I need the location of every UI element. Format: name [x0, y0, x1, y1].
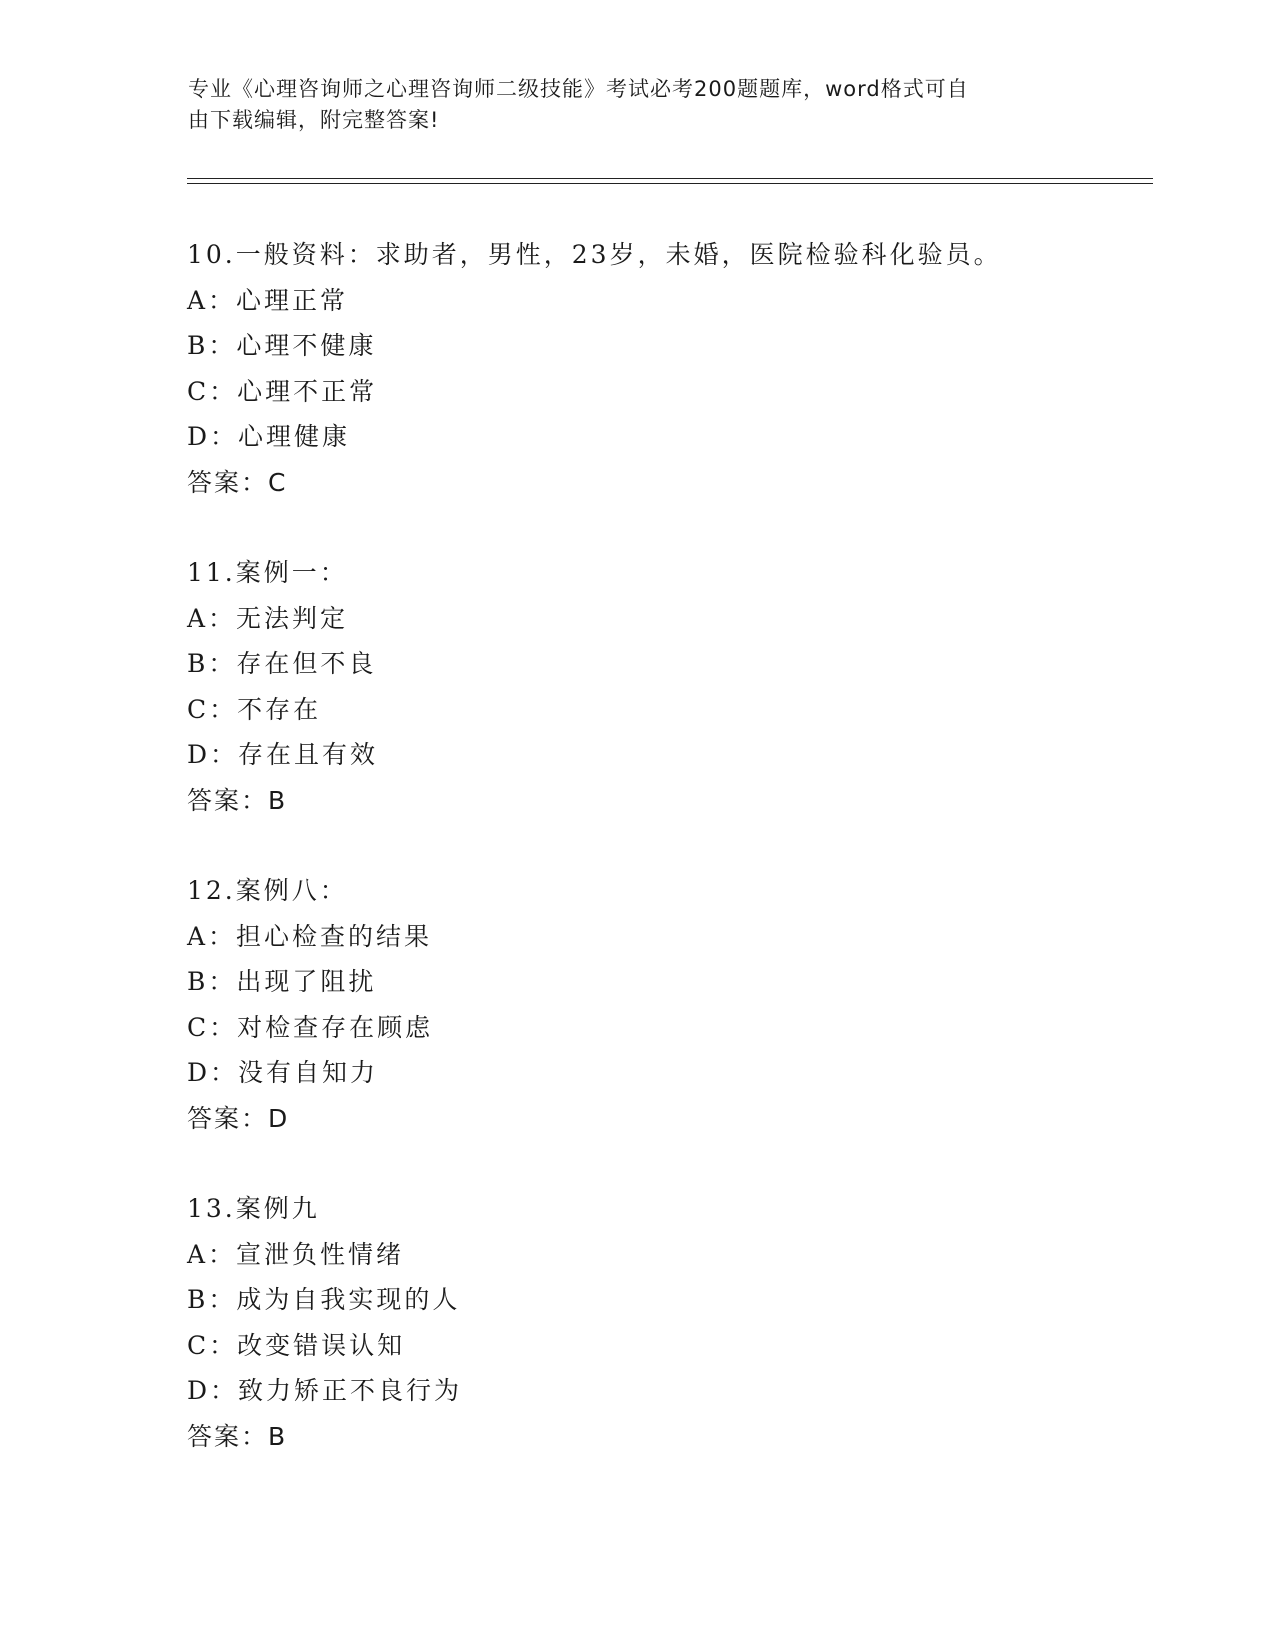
option-b: B：心理不健康 [187, 331, 377, 360]
question-title: 10.一般资料：求助者，男性，23岁，未婚，医院检验科化验员。 [187, 240, 1002, 269]
document-header [188, 74, 1068, 136]
option-d: D：没有自知力 [187, 1058, 379, 1087]
option-c: C：心理不正常 [187, 376, 378, 406]
option-b: B：成为自我实现的人 [187, 1285, 461, 1314]
option-c: C：不存在 [187, 694, 322, 724]
option-d: D：致力矫正不良行为 [187, 1376, 463, 1405]
answer-label: 答案：D [187, 1103, 290, 1133]
answer-label: 答案：C [187, 467, 288, 497]
header-divider-bottom [187, 183, 1153, 184]
question-title: 12.案例八： [187, 876, 348, 905]
question-title: 13.案例九 [187, 1194, 320, 1223]
option-d: D：心理健康 [187, 422, 351, 451]
option-a: A：心理正常 [187, 285, 349, 315]
header-line-1: 专业《心理咨询师之心理咨询师二级技能》考试必考200题题库，word格式可自 [188, 77, 969, 101]
header-divider-top [187, 178, 1153, 179]
option-c: C：对检查存在顾虑 [187, 1012, 434, 1042]
option-b: B：出现了阻扰 [187, 967, 377, 996]
question-12 [187, 868, 1147, 1141]
option-a: A：无法判定 [187, 603, 349, 633]
question-title: 11.案例一： [187, 558, 348, 587]
option-c: C：改变错误认知 [187, 1330, 406, 1360]
answer-label: 答案：B [187, 785, 288, 815]
question-13 [187, 1186, 1147, 1459]
option-a: A：担心检查的结果 [187, 921, 433, 951]
option-b: B：存在但不良 [187, 649, 377, 678]
option-d: D：存在且有效 [187, 740, 379, 769]
answer-label: 答案：B [187, 1421, 288, 1451]
question-10 [187, 232, 1147, 505]
question-11 [187, 550, 1147, 823]
option-a: A：宣泄负性情绪 [187, 1239, 405, 1269]
header-line-2: 由下载编辑，附完整答案! [188, 108, 440, 132]
